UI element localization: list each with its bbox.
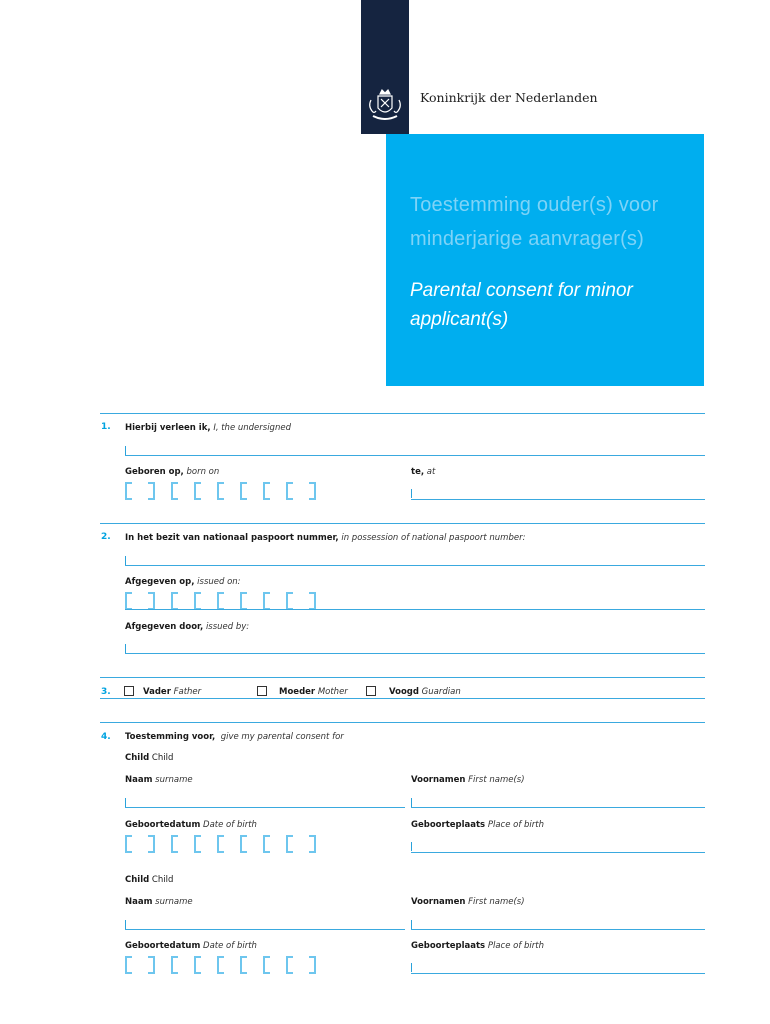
- section-divider: [100, 523, 705, 524]
- surname-input[interactable]: [125, 920, 126, 929]
- title-panel: [386, 134, 704, 386]
- mother-label: Moeder Mother: [279, 687, 348, 697]
- consent-for-label: Toestemming voor, give my parental consent for: [125, 732, 344, 742]
- issued-on-date-field[interactable]: [125, 592, 332, 608]
- organization-name: Koninkrijk der Nederlanden: [420, 90, 598, 105]
- place-of-birth-label: Geboorteplaats Place of birth: [411, 941, 544, 951]
- surname-label: Naam surname: [125, 897, 193, 907]
- section-number: 4.: [101, 732, 111, 742]
- title-english: [410, 276, 700, 334]
- first-names-input[interactable]: [411, 798, 412, 807]
- guardian-label: Voogd Guardian: [389, 687, 461, 697]
- section-number: 1.: [101, 422, 111, 432]
- field-line: [125, 455, 705, 456]
- section-divider: [100, 413, 705, 414]
- passport-number-input[interactable]: [125, 556, 126, 565]
- title-dutch-line-1: Toestemming ouder(s) voor: [410, 194, 659, 216]
- father-label: Vader Father: [143, 687, 202, 697]
- mother-checkbox[interactable]: [257, 686, 267, 696]
- place-of-birth-label: Geboorteplaats Place of birth: [411, 820, 544, 830]
- field-line: [125, 807, 405, 808]
- guardian-checkbox[interactable]: [366, 686, 376, 696]
- date-of-birth-field[interactable]: [125, 956, 332, 972]
- passport-number-label: In het bezit van nationaal paspoort nummer, in possession of national paspoort number:: [125, 533, 526, 543]
- date-of-birth-label: Geboortedatum Date of birth: [125, 941, 257, 951]
- place-of-birth-input[interactable]: [411, 842, 412, 851]
- place-of-birth-input[interactable]: [411, 963, 412, 972]
- field-line: [125, 609, 705, 610]
- field-line: [411, 929, 705, 930]
- field-line: [411, 973, 705, 974]
- field-line: [411, 852, 705, 853]
- section-number: 2.: [101, 532, 111, 542]
- title-english-line-2: applicant(s): [410, 309, 509, 330]
- surname-label: Naam surname: [125, 775, 193, 785]
- born-on-date-field[interactable]: [125, 482, 332, 498]
- surname-input[interactable]: [125, 798, 126, 807]
- date-of-birth-field[interactable]: [125, 835, 332, 851]
- child-heading: Child Child: [125, 875, 174, 885]
- field-line: [411, 807, 705, 808]
- issued-by-input[interactable]: [125, 644, 126, 653]
- first-names-input[interactable]: [411, 920, 412, 929]
- title-dutch-line-2: minderjarige aanvrager(s): [410, 228, 644, 250]
- royal-crest-icon: [363, 84, 407, 128]
- first-names-label: Voornamen First name(s): [411, 897, 525, 907]
- section-divider: [100, 677, 705, 678]
- field-line: [125, 653, 705, 654]
- father-checkbox[interactable]: [124, 686, 134, 696]
- issued-by-label: Afgegeven door, issued by:: [125, 622, 250, 632]
- field-line: [125, 565, 705, 566]
- undersigned-input[interactable]: [125, 446, 126, 455]
- born-at-input[interactable]: [411, 489, 412, 498]
- section-divider: [100, 722, 705, 723]
- first-names-label: Voornamen First name(s): [411, 775, 525, 785]
- undersigned-label: Hierbij verleen ik, I, the undersigned: [125, 423, 291, 433]
- date-of-birth-label: Geboortedatum Date of birth: [125, 820, 257, 830]
- title-dutch: [410, 188, 700, 256]
- born-at-label: te, at: [411, 467, 436, 477]
- child-heading: Child Child: [125, 753, 174, 763]
- born-on-label: Geboren op, born on: [125, 467, 220, 477]
- issued-on-label: Afgegeven op, issued on:: [125, 577, 241, 587]
- section-number: 3.: [101, 687, 111, 697]
- title-english-line-1: Parental consent for minor: [410, 280, 633, 301]
- field-line: [411, 499, 705, 500]
- field-line: [125, 929, 405, 930]
- field-line: [100, 698, 705, 699]
